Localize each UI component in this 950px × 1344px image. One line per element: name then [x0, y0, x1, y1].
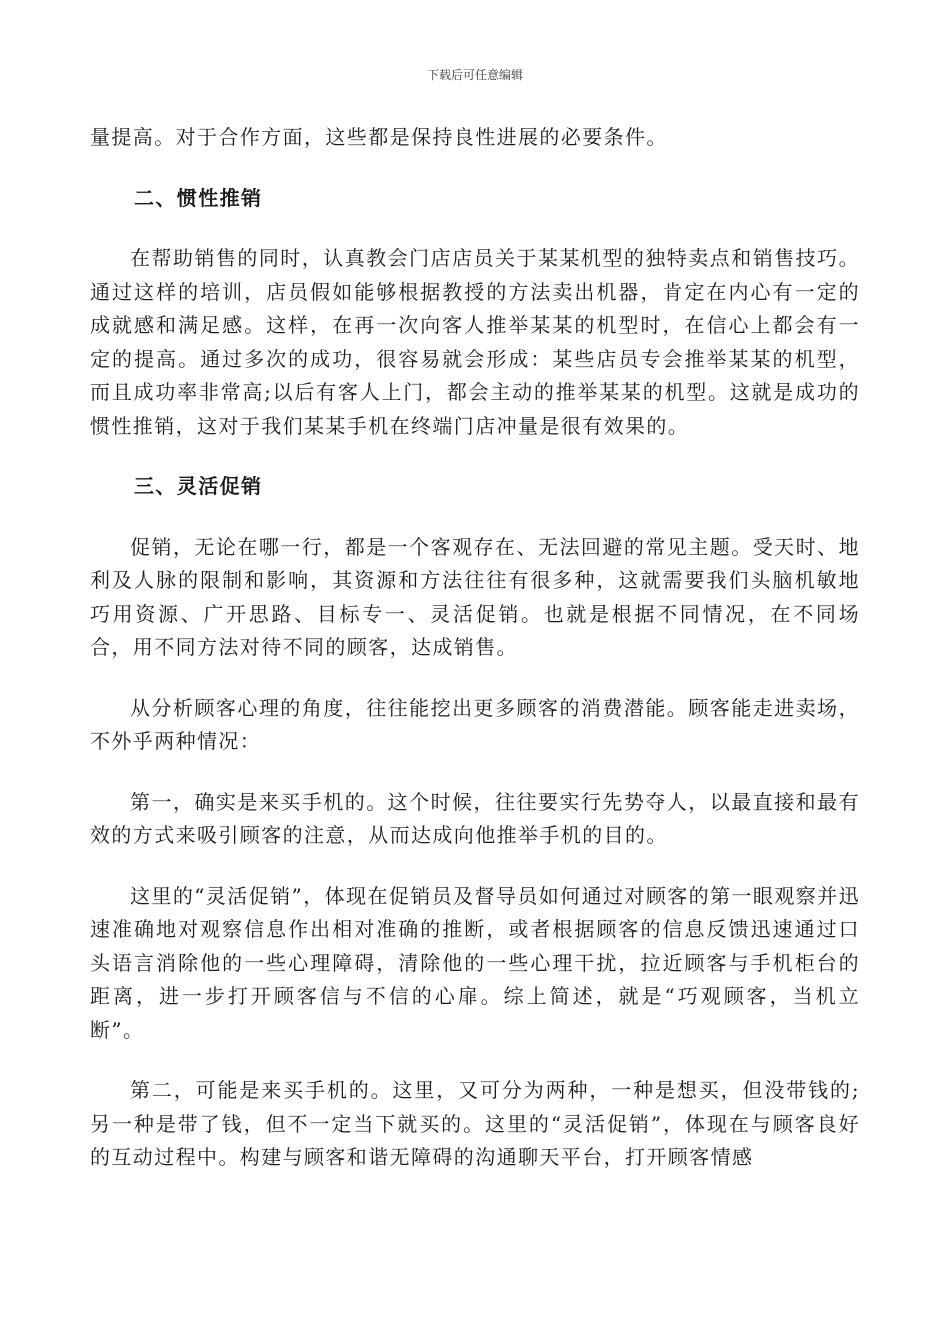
document-body [90, 121, 860, 1175]
spacer [90, 443, 860, 470]
paragraph-case-one-detail: 这里的“灵活促销”，体现在促销员及督导员如何通过对顾客的第一眼观察并迅速准确地对观察信息作出相对准确的推断，或者根据顾客的信息反馈迅速通过口头语言消除他的一些心理障碍，清除他的一些心理干扰，拉近顾客与手机柜台的距离，进一步打开顾客信与不信的心扉。综上简述，就是“巧观顾客，当机立断”。 [90, 883, 860, 1042]
spacer [90, 759, 860, 786]
section-heading-inertia-selling: 二、惯性推销 [134, 185, 263, 210]
spacer [90, 155, 860, 182]
paragraph-customer-psychology: 从分析顾客心理的角度，往往能挖出更多顾客的消费潜能。顾客能走进卖场，不外乎两种情况： [90, 695, 860, 753]
spacer [90, 215, 860, 242]
paragraph-continued: 量提高。对于合作方面，这些都是保持良性进展的必要条件。 [90, 125, 668, 149]
spacer [90, 1047, 860, 1074]
paragraph-promotion-intro: 促销，无论在哪一行，都是一个客观存在、无法回避的常见主题。受天时、地利及人脉的限制和影响，其资源和方法往往有很多种，这就需要我们头脑机敏地巧用资源、广开思路、目标专一、灵活促销。也就是根据不同情况，在不同场合，用不同方法对待不同的顾客，达成销售。 [90, 534, 860, 659]
section-heading-flexible-promotion: 三、灵活促销 [134, 474, 263, 498]
spacer [90, 853, 860, 880]
paragraph-inertia-selling: 在帮助销售的同时，认真教会门店店员关于某某机型的独特卖点和销售技巧。通过这样的培训，店员假如能够根据教授的方法卖出机器，肯定在内心有一定的成就感和满足感。这样，在再一次向客人推举某某的机型时，在信心上都会有一定的提高。通过多次的成功，很容易就会形成：某些店员专会推举某某的机型，而且成功率非常高;以后有客人上门，都会主动的推举某某的机型。这就是成功的惯性推销，这对于我们某某手机在终端门店冲量是很有效果的。 [90, 246, 860, 438]
page-header: 下载后可任意编辑 [426, 68, 523, 82]
paragraph-case-one: 第一，确实是来买手机的。这个时候，往往要实行先势夺人，以最直接和最有效的方式来吸引顾客的注意，从而达成向他推举手机的目的。 [90, 789, 860, 847]
paragraph-case-two: 第二，可能是来买手机的。这里，又可分为两种，一种是想买，但没带钱的;另一种是带了钱，但不一定当下就买的。这里的“灵活促销”，体现在与顾客良好的互动过程中。构建与顾客和谐无障碍的沟通聊天平台，打开顾客情感 [90, 1078, 860, 1169]
spacer [90, 665, 860, 692]
spacer [90, 504, 860, 531]
